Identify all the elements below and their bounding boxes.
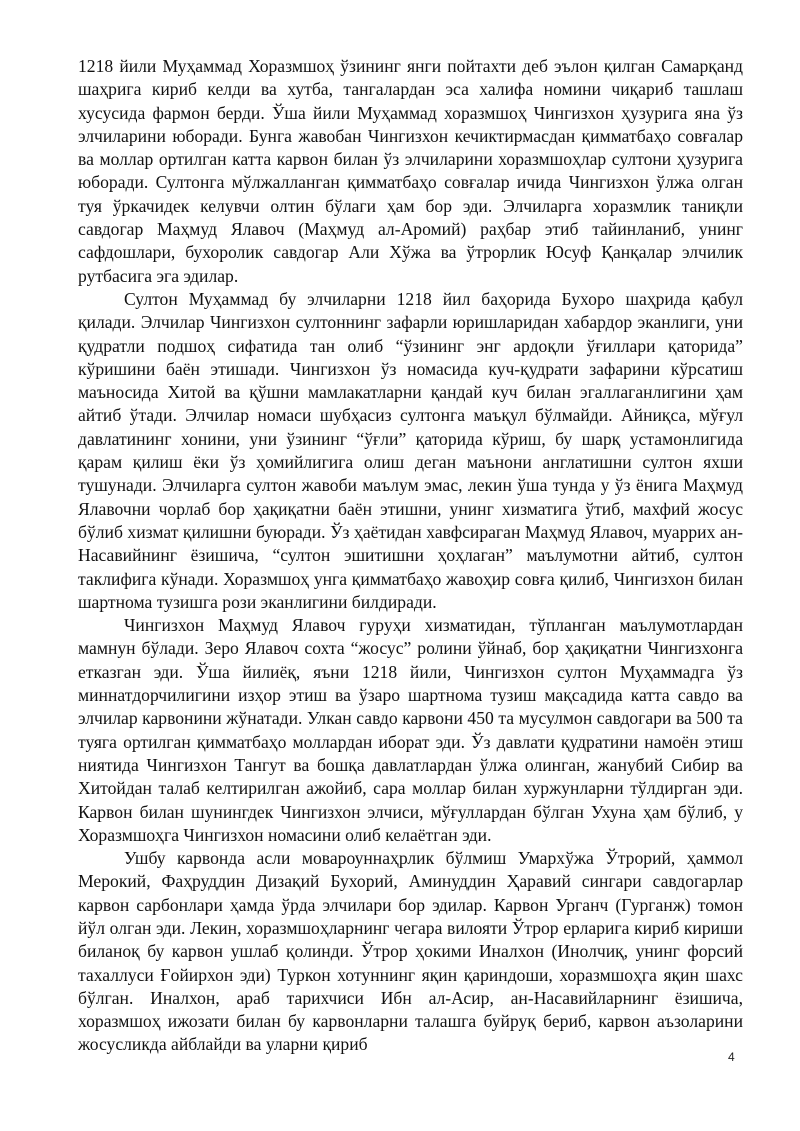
paragraph-4: Ушбу карвонда асли мовароуннаҳрлик бўлмиш Умархўжа Ўтрорий, ҳаммол Мерокий, Фаҳруддин Дизақий Бухорий, Аминуддин Ҳаравий сингари савдогарлар карвон сарбонлари ҳамда ўрда элчилари бор эдилар. Карвон Урганч (Гурганж) томон йўл олган эди. Лекин, хоразмшоҳларнинг чегара вилояти Ўтрор ерларига кириб кириши биланоқ бу карвон ушлаб қолинди. Ўтрор ҳокими Иналхон (Инолчиқ, унинг форсий тахаллуси Ғойирхон эди) Туркон хотуннинг яқин қариндоши, хоразмшоҳга яқин шахс бўлган. Иналхон, араб тарихчиси Ибн ал-Асир, ан-Насавийларнинг ёзишича, хоразмшоҳ ижозати билан бу карвонларни талашга буйруқ бериб, карвон аъзоларини жосусликда айблайди ва уларни қириб xyxy=(78,848,743,1055)
page-number: 4 xyxy=(728,1050,735,1064)
paragraph-1: 1218 йили Муҳаммад Хоразмшоҳ ўзининг янги пойтахти деб эълон қилган Самарқанд шаҳрига кириб келди ва хутба, тангалардан эса халифа номини чиқариб ташлаш хусусида фармон берди. Ўша йили Муҳаммад хоразмшоҳ Чингизхон ҳузурига яна ўз элчиларини юборади. Бунга жавобан Чингизхон кечиктирмасдан қимматбаҳо совғалар ва моллар ортилган катта карвон билан ўз элчиларини хоразмшоҳлар султони ҳузурига юборади. Султонга мўлжалланган қимматбаҳо совғалар ичида Чингизхон ўлжа олган туя ўркачидек келувчи олтин бўлаги ҳам бор эди. Элчиларга хоразмлик таниқли савдогар Маҳмуд Ялавоч (Маҳмуд ал-Аромий) раҳбар этиб тайинланиб, унинг сафдошлари, бухоролик савдогар Али Хўжа ва ўтрорлик Юсуф Қанқалар элчилик рутбасига эга эдилар. xyxy=(78,56,743,286)
document-body xyxy=(78,55,743,1057)
paragraph-3: Чингизхон Маҳмуд Ялавоч гуруҳи хизматидан, тўпланган маълумотлардан мамнун бўлади. Зеро Ялавоч сохта “жосус” ролини ўйнаб, бор ҳақиқатни Чингизхонга етказган эди. Ўша йилиёқ, яъни 1218 йили, Чингизхон султон Муҳаммадга ўз миннатдорчилигини изҳор этиш ва ўзаро шартнома тузиш мақсадида катта савдо ва элчилар карвонини жўнатади. Улкан савдо карвони 450 та мусулмон савдогари ва 500 та туяга ортилган қимматбаҳо моллардан иборат эди. Ўз давлати қудратини намоён этиш ниятида Чингизхон Тангут ва бошқа давлатлардан ўлжа олинган, жанубий Сибир ва Хитойдан талаб келтирилган ажойиб, сара моллар билан хуржунларни тўлдирган эди. Карвон билан шунингдек Чингизхон элчиси, мўғуллардан бўлган Ухуна ҳам бўлиб, у Хоразмшоҳга Чингизхон номасини олиб келаётган эди. xyxy=(78,615,743,845)
paragraph-2: Султон Муҳаммад бу элчиларни 1218 йил баҳорида Бухоро шаҳрида қабул қилади. Элчилар Чингизхон султоннинг зафарли юришларидан хабардор эканлиги, уни қудратли подшоҳ сифатида тан олиб “ўзининг энг ардоқли ўғиллари қаторида” кўришини баён этишади. Чингизхон ўз номасида куч-қудрати зафарини кўрсатиш маъносида Хитой ва қўшни мамлакатларни қандай куч билан эгаллаганлигини ҳам айтиб ўтади. Элчилар номаси шубҳасиз султонга маъқул бўлмайди. Айниқса, мўғул давлатининг хонини, уни ўзининг “ўғли” қаторида кўриш, бу шарқ устамонлигида қарам қилиш ёки ўз ҳомийлигига олиш деган маънони англатишни султон яхши тушунади. Элчиларга султон жавоби маълум эмас, лекин ўша тунда у ўз ёнига Маҳмуд Ялавочни чорлаб бор ҳақиқатни баён этишни, унинг хизматига ўтиб, махфий жосус бўлиб хизмат қилишни буюради. Ўз ҳаётидан хавфсираган Маҳмуд Ялавоч, муаррих ан-Насавийнинг ёзишича, “султон эшитишни ҳоҳлаган” маълумотни айтиб, султон таклифига кўнади. Хоразмшоҳ унга қимматбаҳо жавоҳир совға қилиб, Чингизхон билан шартнома тузишга рози эканлигини билдиради. xyxy=(78,288,743,612)
